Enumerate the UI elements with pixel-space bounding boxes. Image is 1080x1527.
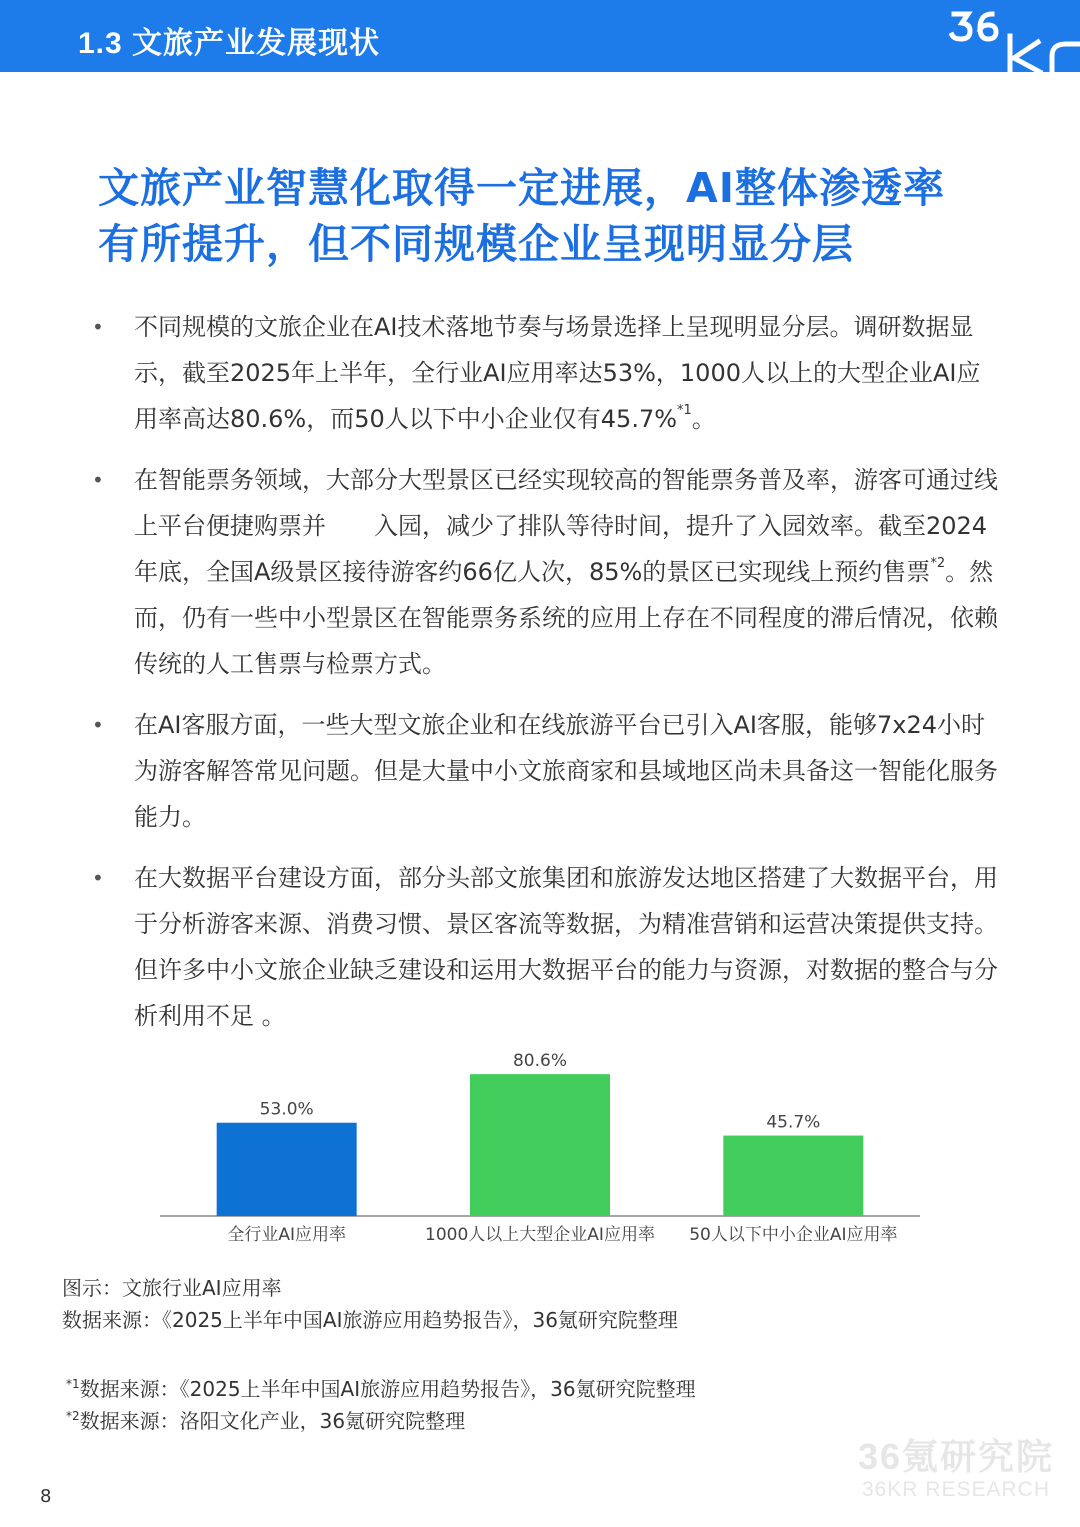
bullet-list <box>92 304 1002 1054</box>
bar-3 <box>723 1136 863 1216</box>
section-title: 1.3 文旅产业发展现状 <box>78 27 381 60</box>
category-label-1: 全行业AI应用率 <box>227 1225 346 1245</box>
bullet-tail: 。然而，仍有一些中小型景区在智能票务系统的应用上存在不同程度的滞后情况，依赖传统的人工售票与检票方式。 <box>134 558 998 678</box>
caption-source: 数据来源：《2025上半年中国AI旅游应用趋势报告》，36氪研究院整理 <box>62 1308 678 1332</box>
headline-line-1: 文旅产业智慧化取得一定进展，AI整体渗透率 <box>98 164 945 212</box>
footnotes <box>66 1373 696 1437</box>
category-label-3: 50人以下中小企业AI应用率 <box>689 1225 898 1245</box>
data-label-2: 80.6% <box>512 1051 568 1072</box>
bullet-text: 不同规模的文旅企业在AI技术落地节奏与场景选择上呈现明显分层。调研数据显示，截至2025年上半年，全行业AI应用率达53%，1000人以上的大型企业AI应用率高达80.6%，而50人以下中小企业仅有45.7% <box>134 313 981 433</box>
bullet-dot-icon: • <box>92 315 104 339</box>
headline-line-2: 有所提升，但不同规模企业呈现明显分层 <box>98 220 854 268</box>
bullet-dot-icon: • <box>92 866 104 890</box>
watermark-en: 36KR RESEARCH <box>861 1478 1050 1501</box>
category-label-2: 1000人以上大型企业AI应用率 <box>425 1225 655 1245</box>
header-bar <box>0 0 1080 72</box>
36kr-logo <box>940 0 1080 72</box>
bullet-item <box>92 457 1002 687</box>
bullet-item <box>92 702 1002 840</box>
watermark <box>858 1436 1054 1502</box>
bullet-dot-icon: • <box>92 468 104 492</box>
bullet-text: 在大数据平台建设方面，部分头部文旅集团和旅游发达地区搭建了大数据平台，用于分析游客来源、消费习惯、景区客流等数据，为精准营销和运营决策提供支持。但许多中小文旅企业缺乏建设和运用大数据平台的能力与资源，对数据的整合与分析利用不足 。 <box>134 864 998 1030</box>
bullet-tail: 。 <box>691 405 716 433</box>
footnote-ref: *1 <box>677 403 692 418</box>
footnote-mark: *2 <box>66 1409 80 1423</box>
footnote <box>66 1405 696 1437</box>
bullet-item <box>92 855 1002 1039</box>
footnote-text: 数据来源：洛阳文化产业，36氪研究院整理 <box>79 1409 466 1433</box>
headline <box>98 160 998 272</box>
footnote-text: 数据来源：《2025上半年中国AI旅游应用趋势报告》，36氪研究院整理 <box>79 1377 696 1401</box>
bar-2 <box>470 1074 610 1216</box>
page-number: 8 <box>40 1486 52 1507</box>
data-label-1: 53.0% <box>259 1099 314 1120</box>
data-label-3: 45.7% <box>766 1112 821 1133</box>
bullet-dot-icon: • <box>92 713 104 737</box>
footnote-ref: *2 <box>930 556 946 571</box>
bar-chart <box>150 1040 930 1260</box>
bar-1 <box>217 1123 357 1216</box>
footnote-mark: *1 <box>66 1377 80 1391</box>
caption-figure: 图示：文旅行业AI应用率 <box>62 1276 282 1300</box>
watermark-cn: 36氪研究院 <box>857 1436 1054 1477</box>
figure-caption <box>62 1272 678 1336</box>
bullet-text: 在AI客服方面，一些大型文旅企业和在线旅游平台已引入AI客服，能够7x24小时为游客解答常见问题。但是大量中小文旅商家和县域地区尚未具备这一智能化服务能力。 <box>134 711 998 831</box>
bullet-item <box>92 304 1002 442</box>
footnote <box>66 1373 696 1405</box>
bullet-text: 在智能票务领域，大部分大型景区已经实现较高的智能票务普及率，游客可通过线上平台便捷购票并 入园，减少了排队等待时间，提升了入园效率。截至2024年底，全国A级景区接待游客约66亿人次，85%的景区已实现线上预约售票 <box>134 466 998 586</box>
